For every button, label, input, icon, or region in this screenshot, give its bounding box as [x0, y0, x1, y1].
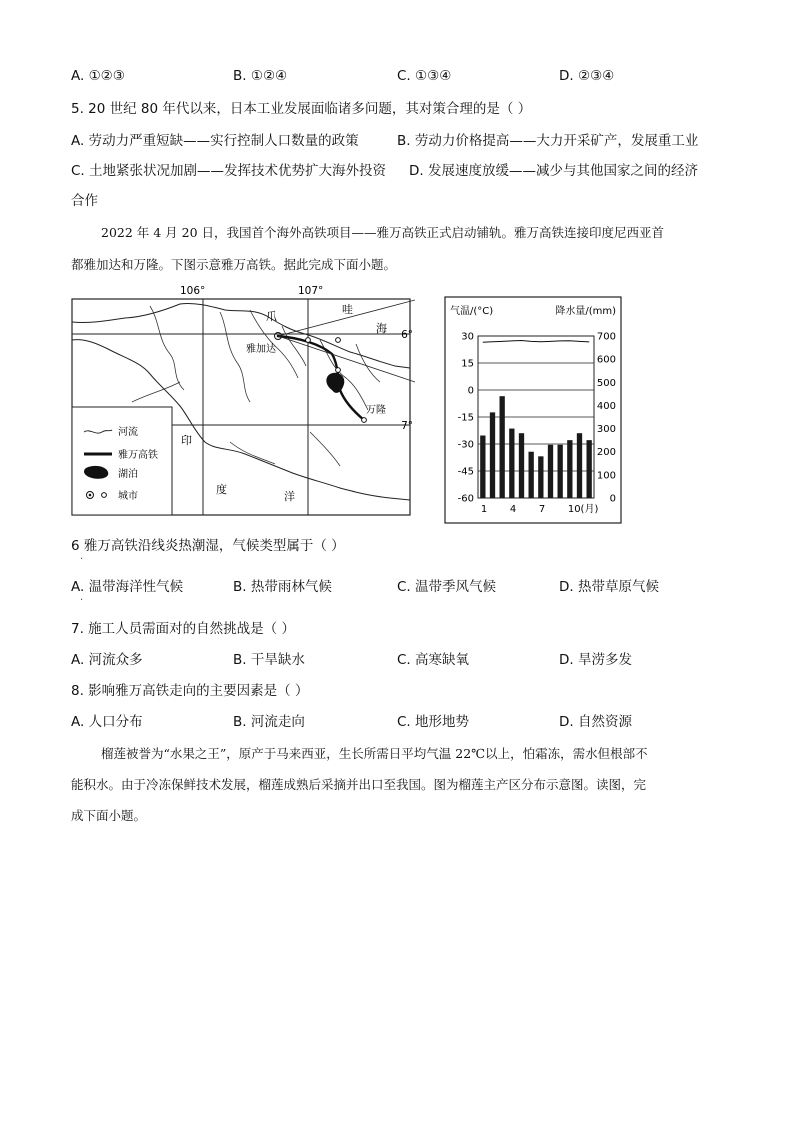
q8-option-c: C. 地形地势	[397, 714, 470, 730]
precip-tick-label: 700	[596, 331, 616, 343]
q8-option-a: A. 人口分布	[71, 714, 143, 730]
q4-option-b: B. ①②④	[233, 68, 288, 84]
precip-bar	[480, 436, 485, 498]
q8-option-b: B. 河流走向	[233, 714, 305, 730]
q8-stem: 8. 影响雅万高铁走向的主要因素是（ ）	[71, 683, 309, 699]
temp-tick-label: -15	[457, 412, 474, 424]
q6-stem: 6 雅万高铁沿线炎热潮湿，气候类型属于（ ）	[71, 538, 345, 554]
precip-bar	[567, 440, 572, 498]
map-label-bandung: 万隆	[366, 405, 386, 416]
precip-bar	[538, 456, 543, 498]
q7-stem: 7. 施工人员需面对的自然挑战是（ ）	[71, 621, 295, 637]
precip-bar	[509, 429, 514, 498]
q5-option-d: D. 发展速度放缓——减少与其他国家之间的经济	[409, 163, 698, 179]
legend-city-label: 城市	[118, 491, 138, 502]
month-tick-label: 10(月)	[567, 504, 599, 515]
temp-tick-label: -45	[457, 466, 474, 478]
temp-tick-label: 0	[467, 385, 474, 397]
precip-tick-label: 200	[596, 447, 616, 459]
lat-6-label: 6°	[401, 329, 413, 341]
q6-option-d: D. 热带草原气候	[559, 579, 659, 595]
legend-river-label: 河流	[118, 427, 138, 438]
map-label-jakarta: 雅加达	[246, 344, 276, 355]
map-label-hai: 海	[376, 322, 387, 335]
q5-stem: 5. 20 世纪 80 年代以来，日本工业发展面临诸多问题，其对策合理的是（ ）	[71, 101, 532, 117]
precip-bar	[519, 433, 524, 498]
precip-bar	[558, 445, 563, 498]
precip-bar	[577, 433, 582, 498]
chart-ylabel-precip: 降水量/(mm)	[555, 306, 616, 317]
q4-option-c: C. ①③④	[397, 68, 452, 84]
precip-tick-label: 600	[596, 354, 616, 366]
legend-lake-label: 湖泊	[118, 469, 138, 480]
passage2-line3: 成下面小题。	[71, 808, 147, 823]
temp-tick-label: 30	[461, 331, 474, 343]
q7-option-d: D. 旱涝多发	[559, 652, 632, 668]
map-label-yin: 印	[181, 434, 192, 447]
railway-map	[70, 282, 415, 518]
q5-option-d-cont: 合作	[71, 193, 98, 209]
q5-option-a: A. 劳动力严重短缺——实行控制人口数量的政策	[71, 133, 359, 149]
passage1-line2: 都雅加达和万隆。下图示意雅万高铁。据此完成下面小题。	[71, 257, 397, 272]
lon-107-label: 107°	[298, 285, 324, 297]
precip-tick-label: 500	[596, 377, 616, 389]
q7-option-b: B. 干旱缺水	[233, 652, 305, 668]
passage2-line2: 能积水。由于冷冻保鲜技术发展，榴莲成熟后采摘并出口至我国。图为榴莲主产区分布示意图。读图，完	[71, 777, 647, 792]
q5-option-c: C. 土地紧张状况加剧——发挥技术优势扩大海外投资	[71, 163, 387, 179]
precip-bar	[500, 396, 505, 498]
passage1-line1: 2022 年 4 月 20 日，我国首个海外高铁项目——雅万高铁正式启动铺轨。雅万高铁连接印度尼西亚首	[101, 225, 665, 240]
month-tick-label: 4	[509, 504, 517, 515]
q4-option-d: D. ②③④	[559, 68, 615, 84]
q6-option-c: C. 温带季风气候	[397, 579, 497, 595]
q4-option-a: A. ①②③	[71, 68, 125, 84]
precip-bar	[587, 440, 592, 498]
q6-option-dot-mark: ·	[80, 595, 84, 606]
temp-tick-label: 15	[461, 358, 474, 370]
chart-ylabel-temp: 气温/(°C)	[450, 306, 494, 317]
q6-dot-mark: ·	[80, 554, 84, 565]
map-label-du: 度	[216, 483, 227, 496]
passage2-line1: 榴莲被誉为“水果之王”，原产于马来西亚，生长所需日平均气温 22℃以上，怕霜冻，需水但根部不	[101, 746, 648, 761]
climate-chart	[444, 296, 622, 524]
precip-tick-label: 300	[596, 424, 616, 436]
precip-tick-label: 100	[596, 470, 616, 482]
q7-option-c: C. 高寒缺氧	[397, 652, 470, 668]
map-label-yang: 洋	[284, 490, 295, 503]
map-label-wa: 哇	[342, 303, 353, 316]
precip-tick-label: 0	[609, 493, 616, 505]
month-tick-label: 1	[480, 504, 488, 515]
precip-bar	[548, 445, 553, 498]
precip-bar	[490, 412, 495, 498]
lon-106-label: 106°	[180, 285, 206, 297]
q8-option-d: D. 自然资源	[559, 714, 632, 730]
temp-tick-label: -30	[457, 439, 474, 451]
precip-bar	[529, 452, 534, 498]
legend-railway-label: 雅万高铁	[118, 450, 158, 461]
lat-7-label: 7°	[401, 420, 413, 432]
temp-tick-label: -60	[457, 493, 474, 505]
map-label-zhao: 爪	[266, 310, 277, 323]
q7-option-a: A. 河流众多	[71, 652, 143, 668]
month-tick-label: 7	[538, 504, 546, 515]
q6-option-a: A. 温带海洋性气候	[71, 579, 184, 595]
q6-option-b: B. 热带雨林气候	[233, 579, 332, 595]
q5-option-b: B. 劳动力价格提高——大力开采矿产，发展重工业	[397, 133, 699, 149]
precip-tick-label: 400	[596, 400, 616, 412]
